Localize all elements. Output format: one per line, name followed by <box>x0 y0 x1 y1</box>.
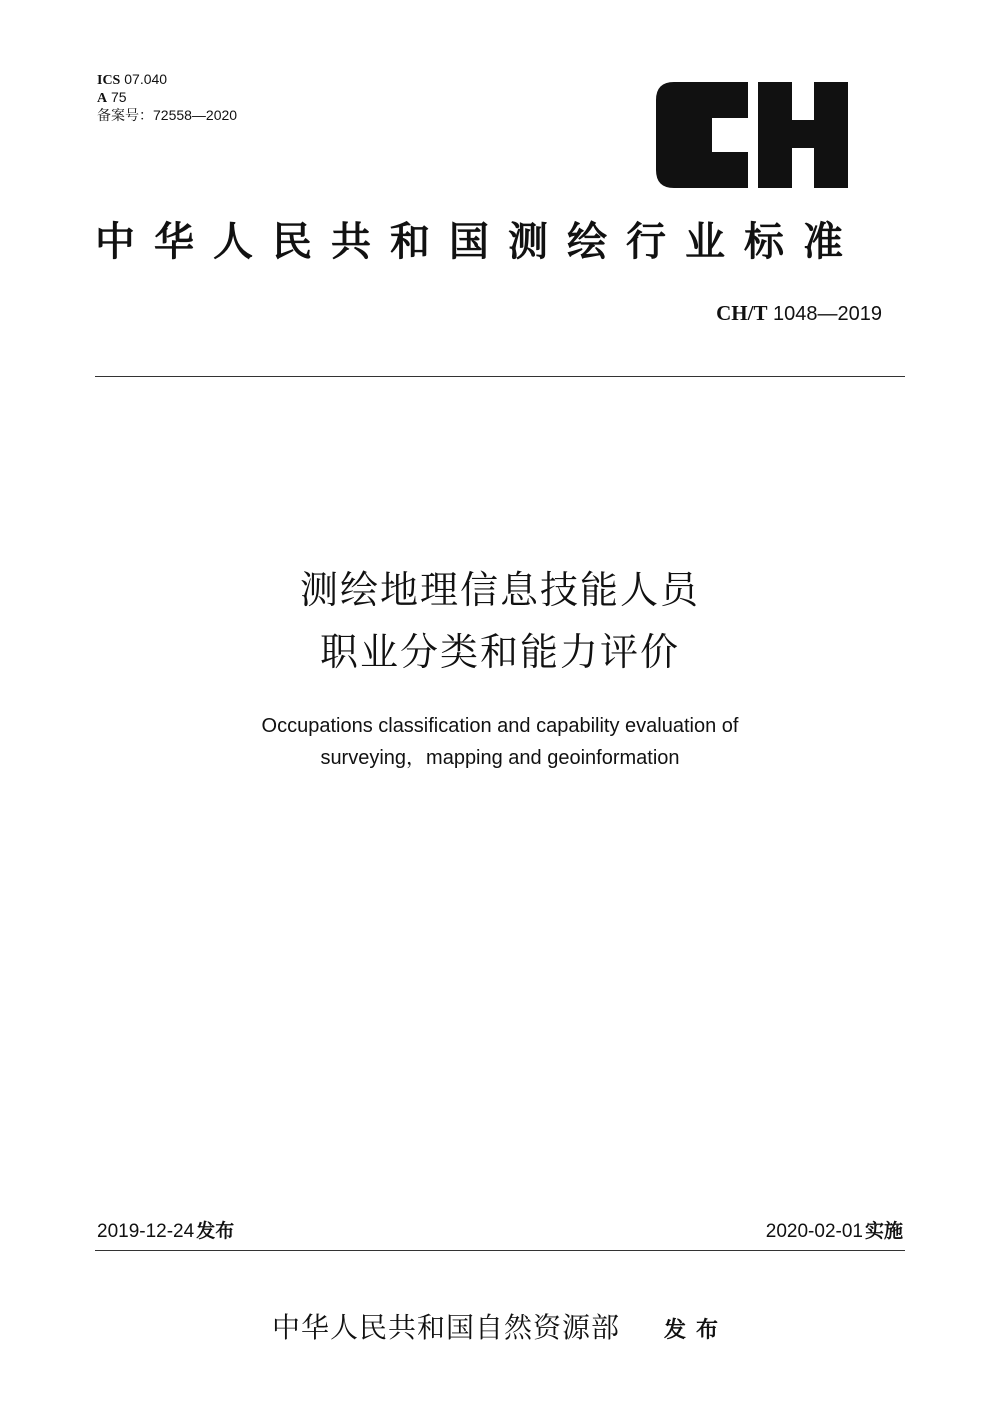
doc-title-en-line1: Occupations classification and capability evaluation of <box>261 715 739 737</box>
effective-date-label: 实施 <box>864 1220 903 1242</box>
classification-value: 75 <box>111 89 127 105</box>
effective-date-value: 2020-02-01 <box>765 1221 863 1242</box>
issue-date-value: 2019-12-24 <box>97 1221 195 1242</box>
standard-code-number: 1048—2019 <box>773 303 882 325</box>
bottom-divider <box>95 1250 905 1251</box>
ch-logo-letter-h <box>758 82 848 188</box>
publisher-line <box>0 1306 1000 1353</box>
ics-code <box>97 70 167 90</box>
record-label: 备案号： <box>97 107 153 123</box>
standard-code <box>716 300 882 327</box>
publisher-organization: 中华人民共和国自然资源部 <box>271 1311 620 1344</box>
effective-date <box>766 1218 903 1245</box>
doc-title-cn-line2: 职业分类和能力评价 <box>319 630 680 674</box>
ch-logo-letter-c <box>656 82 748 188</box>
doc-title-cn-line1: 测绘地理信息技能人员 <box>299 568 700 612</box>
standard-category-title: 中华人民共和国测绘行业标准 <box>95 219 862 265</box>
classification-code <box>97 88 127 108</box>
ics-value: 07.040 <box>124 71 168 87</box>
classification-label: A <box>97 91 108 106</box>
record-value: 72558—2020 <box>153 107 238 123</box>
record-number <box>97 106 237 124</box>
top-divider <box>95 376 905 377</box>
ch-logo <box>652 82 852 188</box>
issue-date-label: 发布 <box>196 1220 235 1242</box>
ics-label: ICS <box>97 73 121 88</box>
doc-title-en-line2: surveying，mapping and geoinformation <box>320 747 680 769</box>
issue-date <box>97 1218 234 1245</box>
publisher-action: 发布 <box>664 1318 729 1343</box>
standard-code-prefix: CH/T <box>716 301 768 325</box>
